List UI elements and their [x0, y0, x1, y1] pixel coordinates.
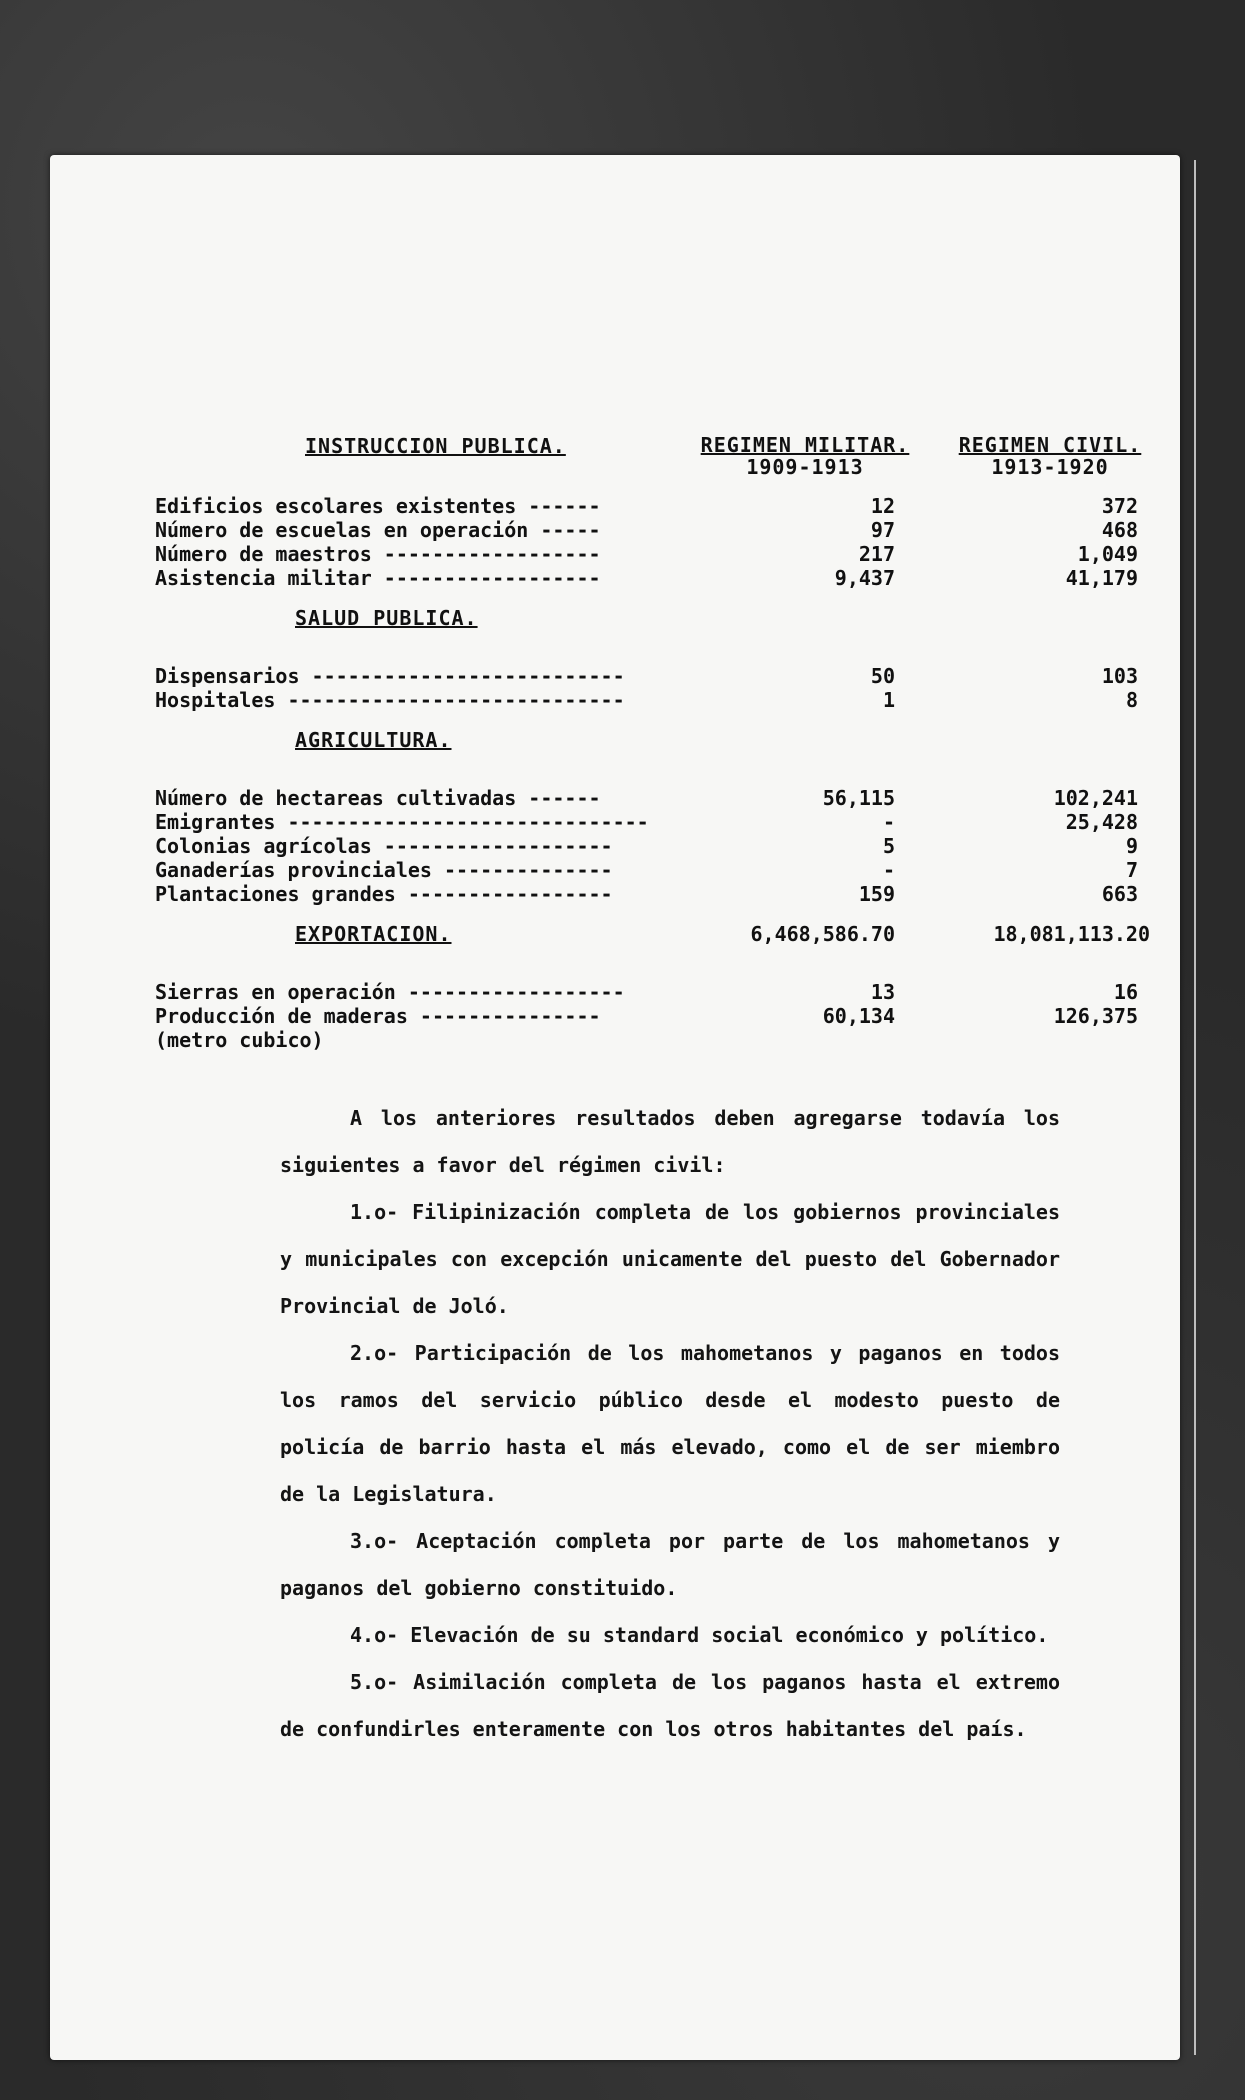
table-row: [100, 834, 1138, 858]
list-item: 2.o- Participación de los mahometanos y paganos en todos los ramos del servicio público desde el modesto puesto de policía de barrio hasta el más elevado, como el de ser miembro de la Legislatura.: [280, 1341, 1060, 1506]
value-militar: 13: [870, 980, 895, 1004]
table-row: [100, 786, 1138, 810]
row-label: Número de hectareas cultivadas: [155, 786, 517, 810]
row-label: Plantaciones grandes: [155, 882, 396, 906]
leader-dashes: --------------: [444, 858, 613, 882]
leader-dashes: ------: [528, 494, 601, 518]
value-militar: 97: [870, 518, 895, 542]
section-title-instruccion: INSTRUCCION PUBLICA.: [305, 434, 566, 458]
row-label: Sierras en operación: [155, 980, 396, 1004]
table-row: [100, 566, 1138, 590]
section-header-salud: [100, 590, 1120, 646]
table-row: [100, 858, 1138, 882]
row-label: Ganaderías provinciales: [155, 858, 432, 882]
section-title-exportacion: EXPORTACION.: [295, 922, 452, 946]
statistics-table: [100, 420, 1150, 1052]
column-years-civil: 1913-1920: [991, 455, 1109, 479]
leader-dashes: ---------------: [419, 1004, 601, 1028]
value-militar: 50: [870, 664, 895, 688]
table-row: [100, 664, 1138, 688]
value-civil: 16: [1113, 980, 1138, 1004]
section-header-exportacion: [100, 906, 1150, 962]
value-civil: 126,375: [1053, 1004, 1138, 1028]
row-label: Número de maestros: [155, 542, 372, 566]
leader-dashes: ------------------------------: [287, 810, 649, 834]
row-label: Edificios escolares existentes: [155, 494, 517, 518]
value-militar: 60,134: [822, 1004, 895, 1028]
table-row: [100, 1004, 1138, 1028]
leader-dashes: --------------------------: [311, 664, 625, 688]
value-civil: 663: [1101, 882, 1138, 906]
leader-dashes: ----------------------------: [287, 688, 625, 712]
value-civil: 372: [1101, 494, 1138, 518]
column-header-civil: [930, 434, 1170, 478]
intro-paragraph: A los anteriores resultados deben agregarse todavía los siguientes a favor del régimen civil:: [280, 1106, 1060, 1177]
column-title-civil: REGIMEN CIVIL.: [958, 433, 1142, 457]
value-militar: 56,115: [822, 786, 895, 810]
value-civil: 8: [1125, 688, 1138, 712]
value-militar: 159: [858, 882, 895, 906]
row-label: Emigrantes: [155, 810, 276, 834]
table-row: [100, 810, 1138, 834]
column-header-militar: [675, 434, 935, 478]
table-row: [100, 882, 1138, 906]
value-militar: 9,437: [834, 566, 895, 590]
value-militar: 12: [870, 494, 895, 518]
value-militar: 217: [858, 542, 895, 566]
list-item: 3.o- Aceptación completa por parte de los mahometanos y paganos del gobierno constituido.: [280, 1529, 1060, 1600]
section-title-agricultura: AGRICULTURA.: [295, 728, 452, 752]
export-value-militar: 6,468,586.70: [750, 922, 895, 946]
table-row: [100, 494, 1138, 518]
value-civil: 102,241: [1053, 786, 1138, 810]
value-militar: 5: [882, 834, 895, 858]
row-label: Asistencia militar: [155, 566, 372, 590]
list-item: 4.o- Elevación de su standard social económico y político.: [350, 1623, 1049, 1647]
value-civil: 41,179: [1065, 566, 1138, 590]
row-label: (metro cubico): [155, 1028, 324, 1052]
table-row: [100, 518, 1138, 542]
table-row: [100, 1028, 1120, 1052]
row-label: Producción de maderas: [155, 1004, 408, 1028]
value-civil: 25,428: [1065, 810, 1138, 834]
leader-dashes: ------------------: [383, 566, 601, 590]
leader-dashes: ------: [528, 786, 601, 810]
row-label: Hospitales: [155, 688, 276, 712]
row-label: Colonias agrícolas: [155, 834, 372, 858]
table-row: [100, 542, 1138, 566]
value-militar: 1: [882, 688, 895, 712]
leader-dashes: -----: [540, 518, 601, 542]
value-civil: 1,049: [1077, 542, 1138, 566]
table-header: [100, 420, 1142, 484]
list-item: 1.o- Filipinización completa de los gobiernos provinciales y municipales con excepción unicamente del puesto del Gobernador Provincial de Joló.: [280, 1200, 1060, 1318]
narrative-text: [280, 1095, 1060, 1753]
value-civil: 7: [1125, 858, 1138, 882]
value-civil: 103: [1101, 664, 1138, 688]
section-header-agricultura: [100, 712, 1120, 768]
row-label: Dispensarios: [155, 664, 300, 688]
value-militar: -: [882, 858, 895, 882]
leader-dashes: -----------------: [407, 882, 613, 906]
column-years-militar: 1909-1913: [746, 455, 864, 479]
value-civil: 9: [1125, 834, 1138, 858]
row-label: Número de escuelas en operación: [155, 518, 529, 542]
value-civil: 468: [1101, 518, 1138, 542]
column-title-militar: REGIMEN MILITAR.: [700, 433, 910, 457]
section-title-salud: SALUD PUBLICA.: [295, 606, 478, 630]
leader-dashes: -------------------: [383, 834, 613, 858]
leader-dashes: ------------------: [407, 980, 625, 1004]
table-row: [100, 688, 1138, 712]
export-value-civil: 18,081,113.20: [993, 922, 1150, 946]
table-row: [100, 980, 1138, 1004]
leader-dashes: ------------------: [383, 542, 601, 566]
value-militar: -: [882, 810, 895, 834]
list-item: 5.o- Asimilación completa de los paganos hasta el extremo de confundirles enteramente con los otros habitantes del país.: [280, 1670, 1060, 1741]
